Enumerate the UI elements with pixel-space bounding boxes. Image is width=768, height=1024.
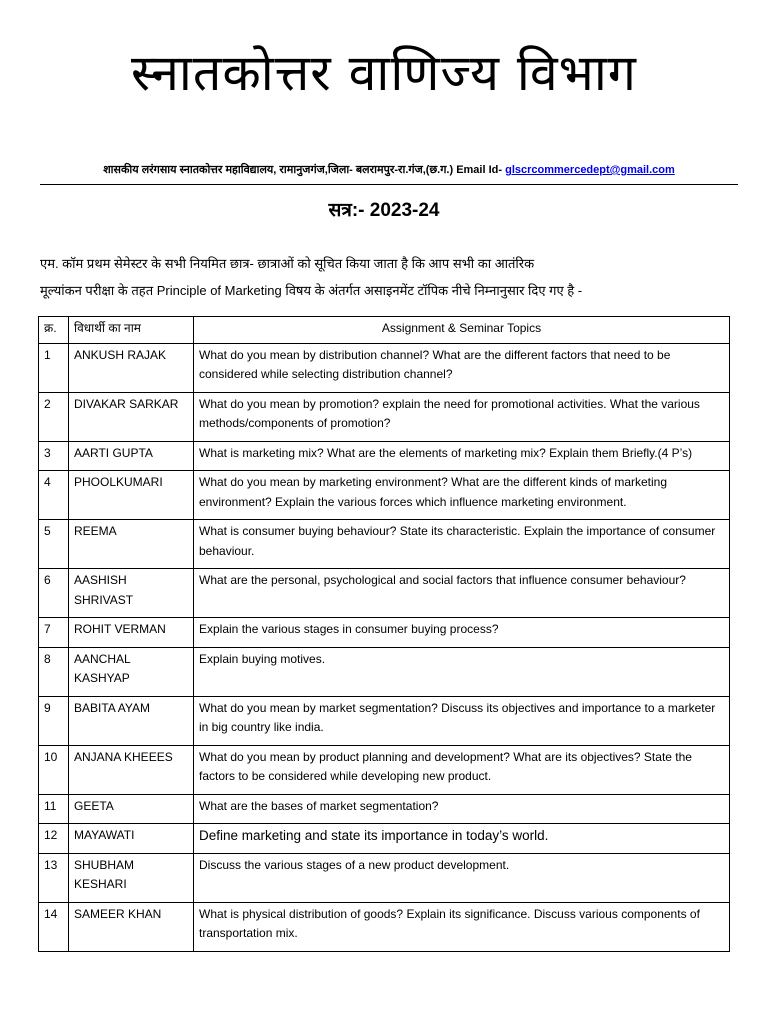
student-name: GEETA xyxy=(69,794,194,824)
table-row xyxy=(39,853,730,902)
student-name: AARTI GUPTA xyxy=(69,441,194,471)
college-address-line xyxy=(40,162,738,177)
intro-line-1: एम. कॉम प्रथम सेमेस्टर के सभी नियमित छात्र- छात्राओं को सूचित किया जाता है कि आप सभी का आतंरिक xyxy=(40,256,535,271)
student-name: AANCHAL KASHYAP xyxy=(69,647,194,696)
intro-paragraph xyxy=(40,250,740,304)
row-number: 9 xyxy=(39,696,69,745)
header-student-name: विधार्थी का नाम xyxy=(69,317,194,344)
table-header-row xyxy=(39,317,730,344)
row-number: 14 xyxy=(39,902,69,951)
table-row xyxy=(39,343,730,392)
table-row xyxy=(39,696,730,745)
row-number: 1 xyxy=(39,343,69,392)
email-link[interactable]: glscrcommercedept@gmail.com xyxy=(505,164,675,176)
row-number: 8 xyxy=(39,647,69,696)
assignment-topic: What do you mean by marketing environment? What are the different kinds of marketing environment? Explain the various forces which influence marketing environment. xyxy=(194,471,730,520)
table-row xyxy=(39,618,730,648)
student-name: ANKUSH RAJAK xyxy=(69,343,194,392)
student-name: DIVAKAR SARKAR xyxy=(69,392,194,441)
student-name: BABITA AYAM xyxy=(69,696,194,745)
student-name: REEMA xyxy=(69,520,194,569)
header-topics: Assignment & Seminar Topics xyxy=(194,317,730,344)
row-number: 12 xyxy=(39,824,69,854)
row-number: 5 xyxy=(39,520,69,569)
row-number: 3 xyxy=(39,441,69,471)
table-row xyxy=(39,441,730,471)
college-address: शासकीय लरंगसाय स्नातकोत्तर महाविद्यालय, रामानुजगंज,जिला- बलरामपुर-रा.गंज,(छ.ग.) Email Id- xyxy=(103,164,503,176)
assignment-topic: What do you mean by promotion? explain the need for promotional activities. What the various methods/components of promotion? xyxy=(194,392,730,441)
intro-line-2: मूल्यांकन परीक्षा के तहत Principle of Marketing विषय के अंतर्गत असाइनमेंट टॉपिक नीचे निम्नानुसार दिए गए है - xyxy=(40,283,583,298)
row-number: 13 xyxy=(39,853,69,902)
assignment-table xyxy=(38,316,730,952)
student-name: PHOOLKUMARI xyxy=(69,471,194,520)
table-row xyxy=(39,471,730,520)
table-row xyxy=(39,794,730,824)
assignment-topic: What is consumer buying behaviour? State its characteristic. Explain the importance of consumer behaviour. xyxy=(194,520,730,569)
student-name: SAMEER KHAN xyxy=(69,902,194,951)
assignment-topic: Define marketing and state its importance in today’s world. xyxy=(194,824,730,854)
student-name: ANJANA KHEEES xyxy=(69,745,194,794)
table-row xyxy=(39,520,730,569)
assignment-topic: What do you mean by product planning and development? What are its objectives? State the factors to be considered while developing new product. xyxy=(194,745,730,794)
assignment-topic: Explain the various stages in consumer buying process? xyxy=(194,618,730,648)
table-row xyxy=(39,392,730,441)
assignment-topic: What are the personal, psychological and social factors that influence consumer behaviour? xyxy=(194,569,730,618)
row-number: 4 xyxy=(39,471,69,520)
assignment-topic: What do you mean by market segmentation? Discuss its objectives and importance to a marketer in big country like india. xyxy=(194,696,730,745)
student-name: SHUBHAM KESHARI xyxy=(69,853,194,902)
assignment-topic: What do you mean by distribution channel? What are the different factors that need to be considered while selecting distribution channel? xyxy=(194,343,730,392)
student-name: MAYAWATI xyxy=(69,824,194,854)
student-name: AASHISH SHRIVAST xyxy=(69,569,194,618)
table-row xyxy=(39,745,730,794)
row-number: 6 xyxy=(39,569,69,618)
row-number: 7 xyxy=(39,618,69,648)
header-divider xyxy=(40,184,738,185)
table-row xyxy=(39,902,730,951)
session-heading: सत्र:- 2023-24 xyxy=(328,200,440,221)
row-number: 11 xyxy=(39,794,69,824)
department-title: स्नातकोत्तर वाणिज्य विभाग xyxy=(131,44,637,102)
assignment-topic: Explain buying motives. xyxy=(194,647,730,696)
table-row xyxy=(39,569,730,618)
assignment-topic: What is physical distribution of goods? Explain its significance. Discuss various components of transportation mix. xyxy=(194,902,730,951)
assignment-topic: What are the bases of market segmentation? xyxy=(194,794,730,824)
student-name: ROHIT VERMAN xyxy=(69,618,194,648)
row-number: 10 xyxy=(39,745,69,794)
table-row xyxy=(39,824,730,854)
assignment-topic: What is marketing mix? What are the elements of marketing mix? Explain them Briefly.(4 P’s) xyxy=(194,441,730,471)
header-serial: क्र. xyxy=(39,317,69,344)
table-row xyxy=(39,647,730,696)
assignment-topic: Discuss the various stages of a new product development. xyxy=(194,853,730,902)
row-number: 2 xyxy=(39,392,69,441)
